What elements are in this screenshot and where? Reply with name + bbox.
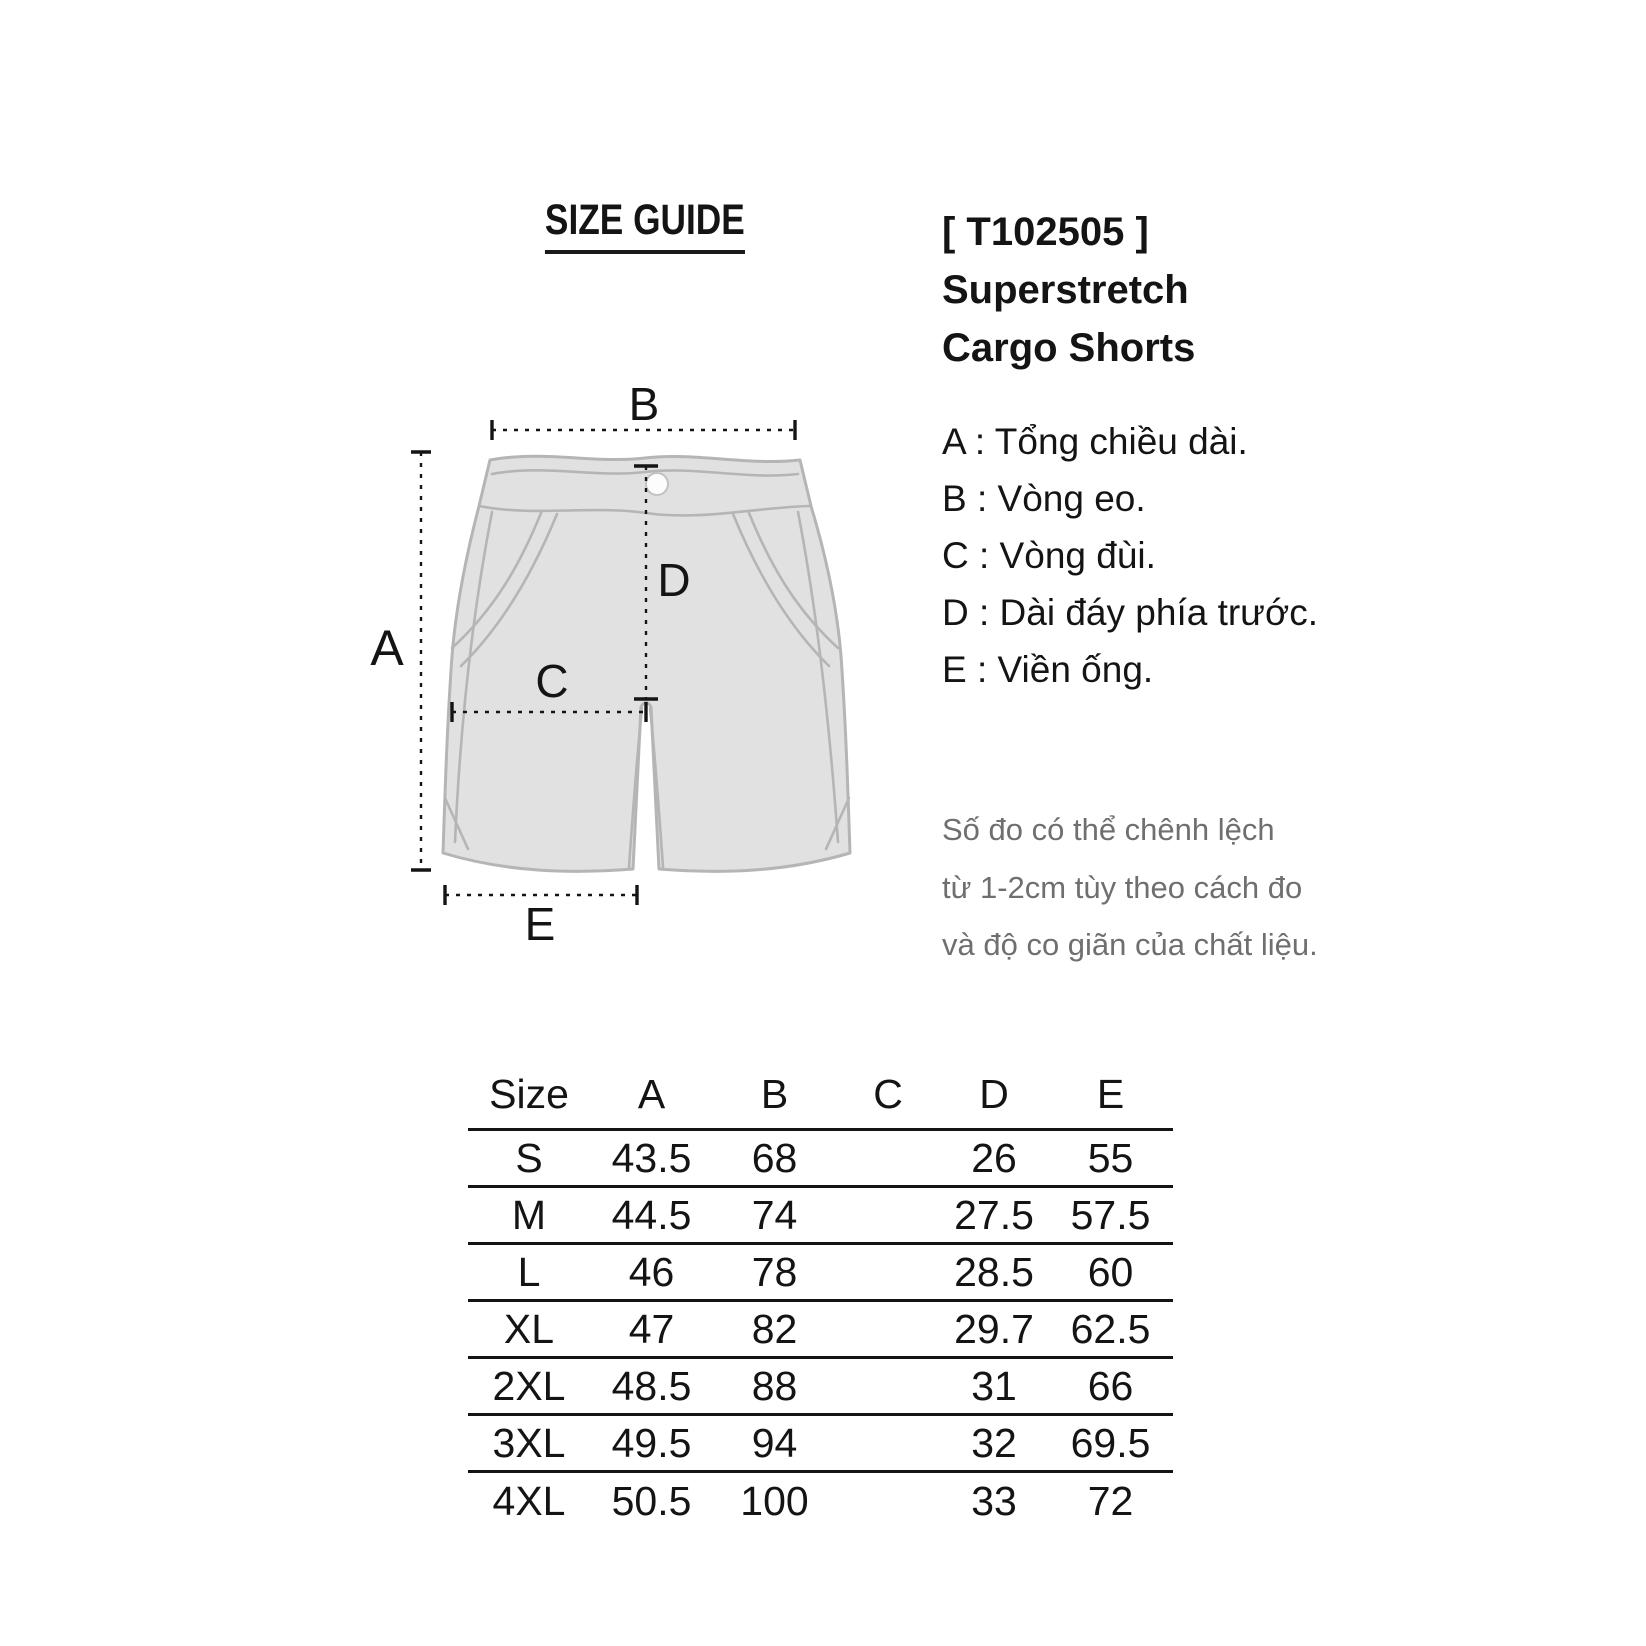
table-cell: 88 — [751, 1362, 798, 1409]
page-title — [445, 196, 845, 254]
note-line1: Số đo có thể chênh lệch — [942, 812, 1275, 847]
column-header-a: A — [637, 1070, 666, 1117]
shorts-size-diagram — [340, 370, 880, 970]
table-cell: 55 — [1087, 1134, 1134, 1181]
table-cell: 57.5 — [1070, 1191, 1151, 1238]
size-table — [468, 1060, 1173, 1530]
table-cell: 78 — [751, 1248, 798, 1295]
legend-item-d: D : Dài đáy phía trước. — [942, 592, 1318, 633]
table-row-4xl — [468, 1473, 1173, 1530]
table-row-xl — [468, 1302, 1173, 1359]
table-cell: 49.5 — [611, 1419, 692, 1466]
table-row-2xl — [468, 1359, 1173, 1416]
table-row-s — [468, 1131, 1173, 1188]
table-cell: 31 — [971, 1362, 1017, 1409]
shorts-illustration — [443, 456, 850, 871]
column-header-size: Size — [489, 1070, 569, 1117]
column-header-b: B — [760, 1070, 789, 1117]
table-cell: 32 — [971, 1419, 1017, 1466]
diagram-label-a: A — [370, 620, 404, 676]
table-cell: 74 — [751, 1191, 798, 1238]
table-cell: S — [515, 1134, 543, 1181]
table-cell: 60 — [1087, 1248, 1134, 1295]
table-cell: 33 — [971, 1478, 1017, 1524]
diagram-label-d: D — [657, 554, 691, 606]
table-cell: 26 — [971, 1134, 1017, 1181]
product-name-line1: Superstretch — [942, 268, 1189, 312]
note-line2: từ 1-2cm tùy theo cách đo — [942, 869, 1303, 905]
waistband-button — [646, 473, 668, 495]
shorts-outline — [443, 456, 850, 871]
size-table-header-row — [468, 1060, 1173, 1131]
table-row-m — [468, 1188, 1173, 1245]
column-header-d: D — [979, 1070, 1009, 1117]
table-cell: 46 — [628, 1248, 675, 1295]
table-cell: L — [517, 1248, 541, 1295]
table-cell: 2XL — [492, 1362, 566, 1409]
page-title-text: SIZE GUIDE — [545, 196, 745, 254]
legend-item-a: A : Tổng chiều dài. — [942, 421, 1248, 462]
legend-item-b: B : Vòng eo. — [942, 478, 1146, 519]
table-cell: 27.5 — [954, 1191, 1034, 1238]
diagram-label-c: C — [535, 655, 569, 707]
product-code: [ T102505 ] — [942, 210, 1149, 254]
dim-line-a — [411, 452, 431, 870]
diagram-label-e: E — [524, 898, 556, 950]
table-cell: 28.5 — [954, 1248, 1034, 1295]
product-name-line2: Cargo Shorts — [942, 326, 1196, 370]
table-row-l — [468, 1245, 1173, 1302]
table-cell: 68 — [751, 1134, 798, 1181]
table-cell: 3XL — [492, 1419, 566, 1466]
table-cell: 100 — [740, 1478, 809, 1524]
column-header-e: E — [1096, 1070, 1125, 1117]
table-cell: M — [511, 1191, 547, 1238]
table-cell: 66 — [1087, 1362, 1134, 1409]
table-cell: 47 — [628, 1305, 675, 1352]
legend-item-e: E : Viền ống. — [942, 649, 1154, 690]
table-cell: 43.5 — [611, 1134, 692, 1181]
table-cell: 44.5 — [611, 1191, 692, 1238]
table-cell: 62.5 — [1070, 1305, 1151, 1352]
measurement-note — [942, 801, 1318, 974]
note-line3: và độ co giãn của chất liệu. — [942, 927, 1318, 962]
table-cell: 50.5 — [611, 1478, 692, 1524]
table-cell: 94 — [751, 1419, 798, 1466]
table-cell: 82 — [751, 1305, 798, 1352]
table-cell: 29.7 — [954, 1305, 1034, 1352]
table-cell: 48.5 — [611, 1362, 692, 1409]
table-row-3xl — [468, 1416, 1173, 1473]
measurement-legend — [942, 413, 1318, 698]
legend-item-c: C : Vòng đùi. — [942, 535, 1156, 576]
table-cell: 72 — [1087, 1478, 1134, 1524]
column-header-c: C — [873, 1070, 903, 1117]
diagram-label-b: B — [628, 378, 660, 430]
table-cell: 69.5 — [1070, 1419, 1151, 1466]
table-cell: 4XL — [492, 1478, 566, 1524]
table-cell: XL — [503, 1305, 555, 1352]
product-info — [942, 203, 1195, 377]
